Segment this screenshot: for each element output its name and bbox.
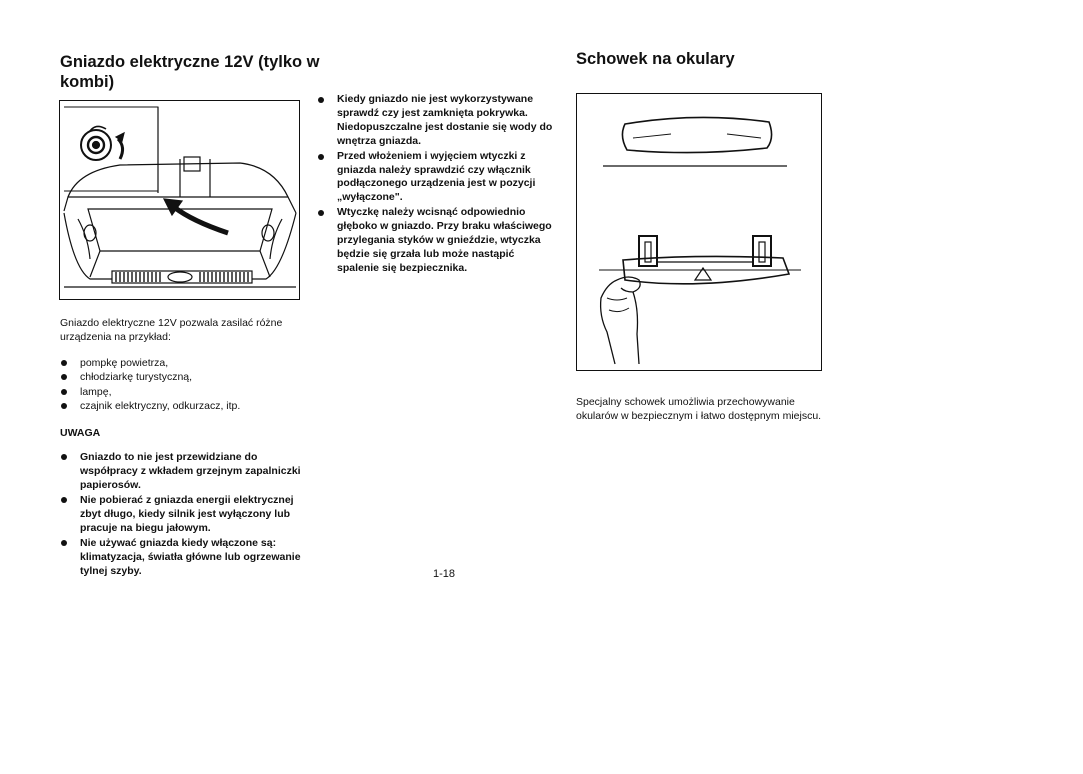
list-item: czajnik elektryczny, odkurzacz, itp. (60, 399, 310, 413)
list-item: Gniazdo to nie jest przewidziane do współpracy z wkładem grzejnym zapalniczki papierosów. (60, 450, 310, 492)
page-number: 1-18 (433, 568, 456, 580)
glasses-description: Specjalny schowek umożliwia przechowywanie okularów w bezpiecznym i łatwo dostępnym miejscu. (576, 396, 822, 422)
warning-list (60, 450, 310, 579)
list-item: Kiedy gniazdo nie jest wykorzystywane sprawdź czy jest zamknięta pokrywka. Niedopuszczalne jest dostanie się wody do wnętrza gniazda. (317, 93, 559, 149)
list-item: pompkę powietrza, (60, 356, 310, 370)
list-item: lampę, (60, 385, 310, 399)
list-item: Przed włożeniem i wyjęciem wtyczki z gniazda należy sprawdzić czy włącznik podłączonego urządzenia jest w pozycji „wyłączone". (317, 150, 559, 206)
socket-usage-list (317, 93, 559, 277)
list-item: Wtyczkę należy wcisnąć odpowiednio głęboko w gniazdo. Przy braku właściwego przylegania styków w gnieździe, wtyczka będzie się grzała lub może nastąpić spalenie się bezpiecznika. (317, 206, 559, 276)
list-item: chłodziarkę turystyczną, (60, 370, 310, 384)
list-item: Nie pobierać z gniazda energii elektrycznej zbyt długo, kiedy silnik jest wyłączony lub pracuje na biegu jałowym. (60, 493, 310, 535)
list-item: Nie używać gniazda kiedy włączone są: klimatyzacja, światła główne lub ogrzewanie tylnej szyby. (60, 536, 310, 578)
glasses-figure (576, 93, 822, 371)
section-title-glasses: Schowek na okulary (576, 50, 735, 68)
socket-intro-text: Gniazdo elektryczne 12V pozwala zasilać różne urządzenia na przykład: (60, 317, 283, 343)
warning-heading: UWAGA (60, 427, 101, 439)
glasses-holder-icon (577, 94, 821, 370)
section-title-socket: Gniazdo elektryczne 12V (tylko w kombi) (60, 53, 320, 91)
socket-figure (59, 100, 300, 300)
device-list (60, 356, 310, 413)
car-trunk-socket-icon (60, 101, 299, 299)
